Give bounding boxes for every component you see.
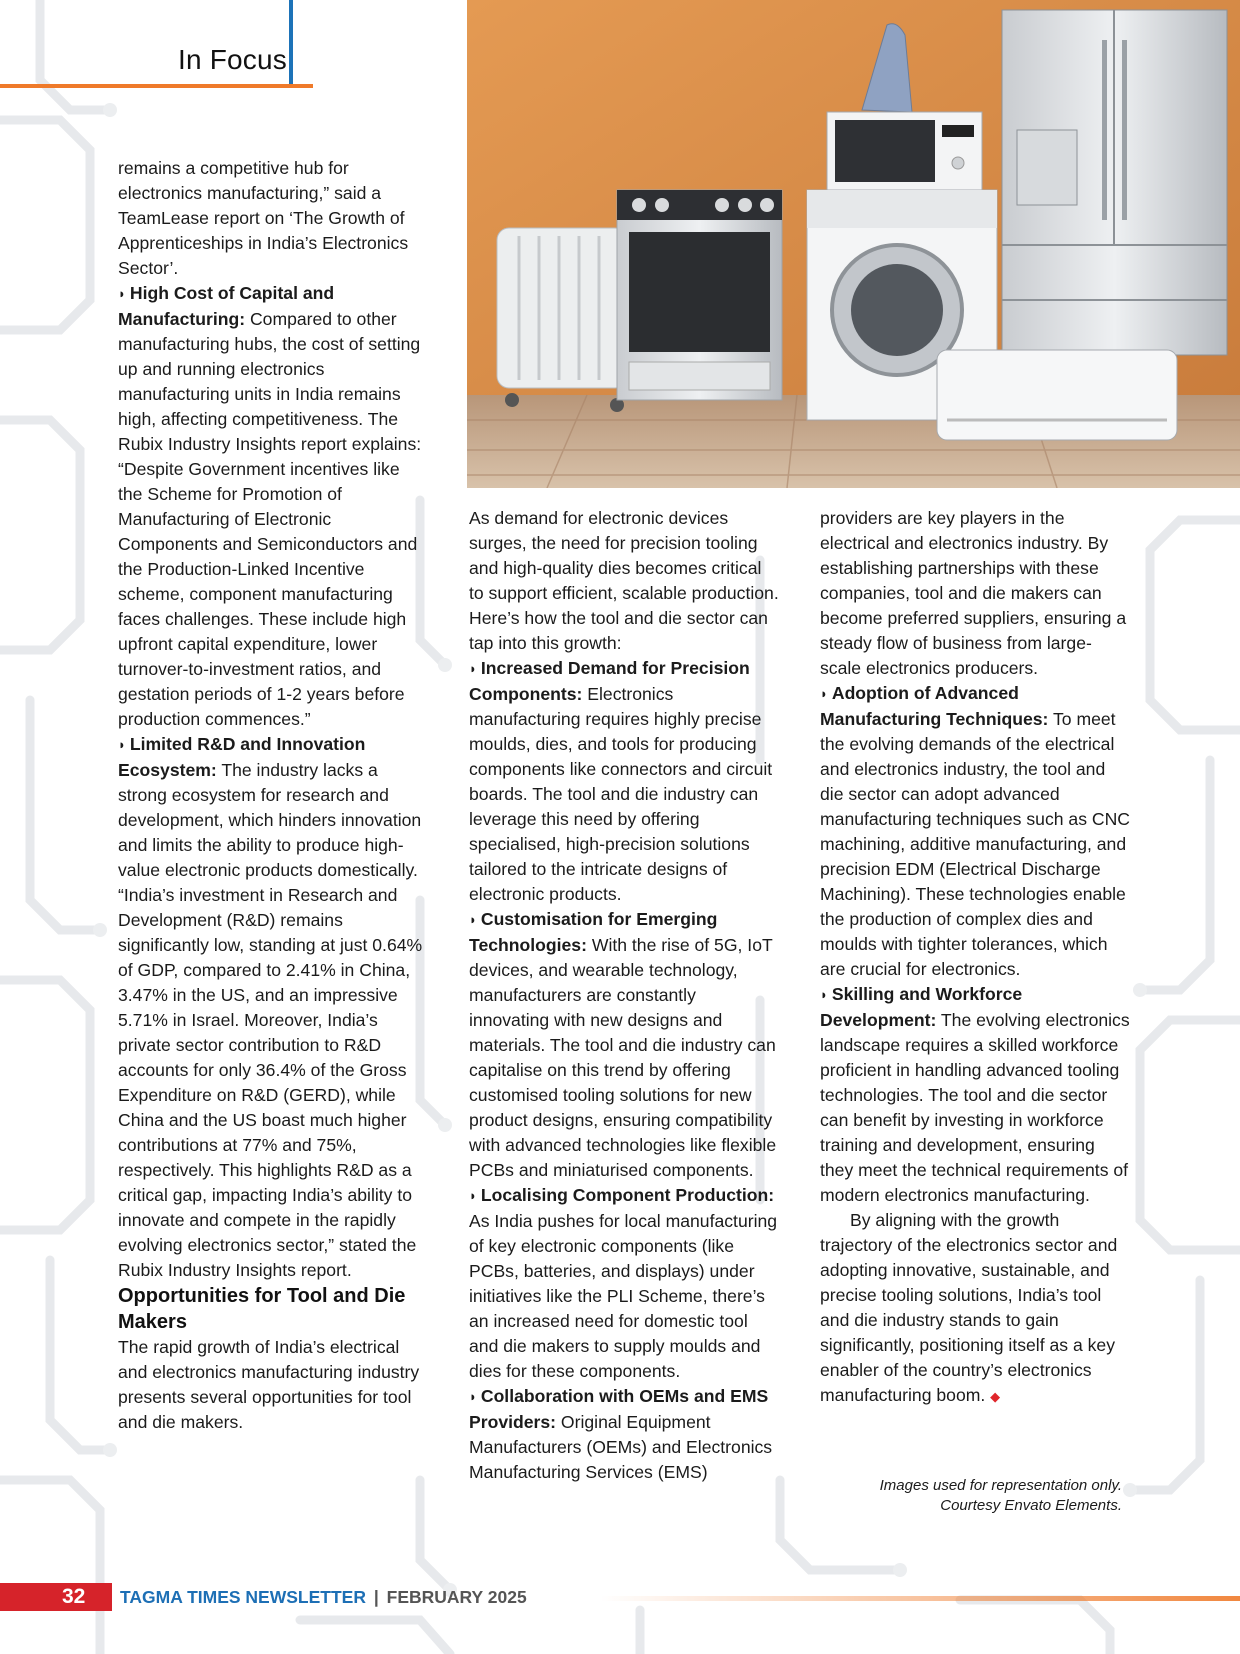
bullet-arrow-icon: ◗	[118, 737, 126, 752]
section-header	[0, 0, 320, 95]
bullet-text: Compared to other manufacturing hubs, the cost of setting up and running electronics manufacturing units in India remains high, affecting competitiveness. The Rubix Industry Insights report explains: “Despite Government incentives like the Scheme for Promotion of Manufacturing of Electronic Components and Semiconductors and the Production-Linked Incentive scheme, component manufacturing faces challenges. These include high upfront capital expenditure, lower turnover-to-investment ratios, and gestation periods of 1-2 years before production commences.”	[118, 309, 422, 729]
bullet-text: To meet the evolving demands of the electrical and electronics industry, the tool and die sector can adopt advanced manufacturing techniques such as CNC machining, additive manufacturing, and precision EDM (Electrical Discharge Machining). These technologies enable the production of complex dies and moulds with tighter tolerances, which are crucial for electronics.	[820, 709, 1131, 979]
bullet-item	[469, 656, 779, 907]
body-paragraph: The rapid growth of India’s electrical and electronics manufacturing industry presents several opportunities for tool and die makers.	[118, 1337, 420, 1432]
bullet-text: Electronics manufacturing requires highly precise moulds, dies, and tools for producing components like connectors and circuit boards. The tool and die industry can leverage this need by offering specialised, high-precision solutions tailored to the intricate designs of electronic products.	[469, 684, 773, 904]
bullet-text: The evolving electronics landscape requires a skilled workforce proficient in handling advanced tooling technologies. The tool and die sector can benefit by investing in workforce training and development, ensuring they meet the technical requirements of modern electronics manufacturing.	[820, 1010, 1130, 1205]
bullet-heading: Increased Demand for Precision Components:	[469, 658, 750, 704]
image-credit	[880, 1476, 1122, 1516]
page-number-box	[0, 1583, 112, 1611]
bullet-arrow-icon: ◗	[469, 1188, 477, 1203]
footer-rule	[600, 1596, 1240, 1601]
bullet-heading: Customisation for Emerging Technologies:	[469, 909, 718, 955]
bullet-heading: Localising Component Production:	[480, 1185, 775, 1205]
closing-text: By aligning with the growth trajectory of the electronics sector and adopting innovative, sustainable, and precise tooling solutions, India’s tool and die industry stands to gain significantly, positioning itself as a key enabler of the country’s electronics manufacturing boom.	[820, 1210, 1118, 1405]
footer-separator: |	[373, 1587, 379, 1607]
bullet-heading: High Cost of Capital and Manufacturing:	[118, 283, 335, 329]
header-horizontal-rule	[0, 84, 313, 88]
section-title: In Focus	[178, 44, 287, 75]
credit-line-2: Courtesy Envato Elements.	[940, 1497, 1122, 1514]
publication-name: TAGMA TIMES NEWSLETTER	[120, 1587, 366, 1607]
bullet-item	[469, 1183, 779, 1384]
bullet-item	[469, 907, 779, 1183]
bullet-arrow-icon: ◗	[469, 661, 477, 676]
page-footer	[0, 1583, 1240, 1613]
bullet-arrow-icon: ◗	[469, 912, 477, 927]
credit-line-1: Images used for representation only.	[879, 1477, 1122, 1494]
bullet-text: Original Equipment Manufacturers (OEMs) and Electronics Manufacturing Services (EMS)	[469, 1412, 773, 1482]
oil-radiator-heater-icon	[497, 228, 627, 412]
article-column-2	[469, 506, 779, 1485]
bullet-arrow-icon: ◗	[820, 686, 828, 701]
closing-paragraph	[820, 1208, 1130, 1409]
publication-line	[120, 1587, 527, 1608]
bullet-arrow-icon: ◗	[469, 1389, 477, 1404]
bullet-item	[820, 982, 1130, 1208]
bullet-heading: Adoption of Advanced Manufacturing Techniques:	[820, 683, 1049, 729]
air-conditioner-icon	[937, 350, 1177, 440]
issue-date: FEBRUARY 2025	[386, 1587, 527, 1607]
bullet-heading: Skilling and Workforce Development:	[820, 984, 1023, 1030]
refrigerator-icon	[1002, 10, 1227, 355]
body-paragraph: providers are key players in the electrical and electronics industry. By establishing partnerships with these companies, tool and die makers can become preferred suppliers, ensuring a steady flow of business from large-scale electronics producers.	[820, 508, 1127, 678]
microwave-icon	[827, 112, 982, 190]
body-paragraph: remains a competitive hub for electronics manufacturing,” said a TeamLease report on ‘The Growth of Apprenticeships in India’s Electronics Sector’.	[118, 158, 409, 278]
bullet-text: The industry lacks a strong ecosystem for research and development, which hinders innovation and limits the ability to produce high-value electronic products domestically. “India’s investment in Research and Development (R&D) remains significantly low, standing at just 0.64% of GDP, compared to 2.41% in China, 3.47% in the US, and an impressive 5.71% in Israel. Moreover, India’s private sector contribution to R&D accounts for only 36.4% of the Gross Expenditure on R&D (GERD), while China and the US boast much higher contributions at 77% and 75%, respectively. This highlights R&D as a critical gap, impacting India’s ability to innovate and compete in the rapidly evolving electronics sector,” stated the Rubix Industry Insights report.	[118, 760, 423, 1280]
bullet-text: With the rise of 5G, IoT devices, and wearable technology, manufacturers are constantly innovating with new designs and materials. The tool and die industry can capitalise on this trend by offering customised tooling solutions for new product designs, ensuring compatibility with advanced technologies like flexible PCBs and miniaturised components.	[469, 935, 777, 1180]
bullet-heading: Limited R&D and Innovation Ecosystem:	[118, 734, 366, 780]
bullet-item	[820, 681, 1130, 982]
appliances-photo	[467, 0, 1240, 488]
section-subheading: Opportunities for Tool and Die Makers	[118, 1285, 406, 1333]
bullet-arrow-icon: ◗	[820, 987, 828, 1002]
article-column-3	[820, 506, 1130, 1409]
bullet-heading: Collaboration with OEMs and EMS Providers:	[469, 1386, 769, 1432]
bullet-arrow-icon: ◗	[118, 286, 126, 301]
bullet-item	[469, 1384, 779, 1485]
end-diamond-icon: ◆	[990, 1389, 1001, 1404]
article-column-1	[118, 156, 423, 1435]
bullet-item	[118, 732, 423, 1283]
gas-stove-oven-icon	[617, 190, 782, 400]
header-vertical-rule	[289, 0, 293, 84]
bullet-text: As India pushes for local manufacturing of key electronic components (like PCBs, batteries, and displays) under initiatives like the PLI Scheme, there’s an increased need for domestic tool and die makers to supply moulds and dies for these components.	[469, 1211, 778, 1381]
page-number: 32	[62, 1585, 86, 1608]
body-paragraph: As demand for electronic devices surges, the need for precision tooling and high-quality dies becomes critical to support efficient, scalable production. Here’s how the tool and die sector can tap into this growth:	[469, 508, 779, 653]
bullet-item	[118, 281, 423, 732]
